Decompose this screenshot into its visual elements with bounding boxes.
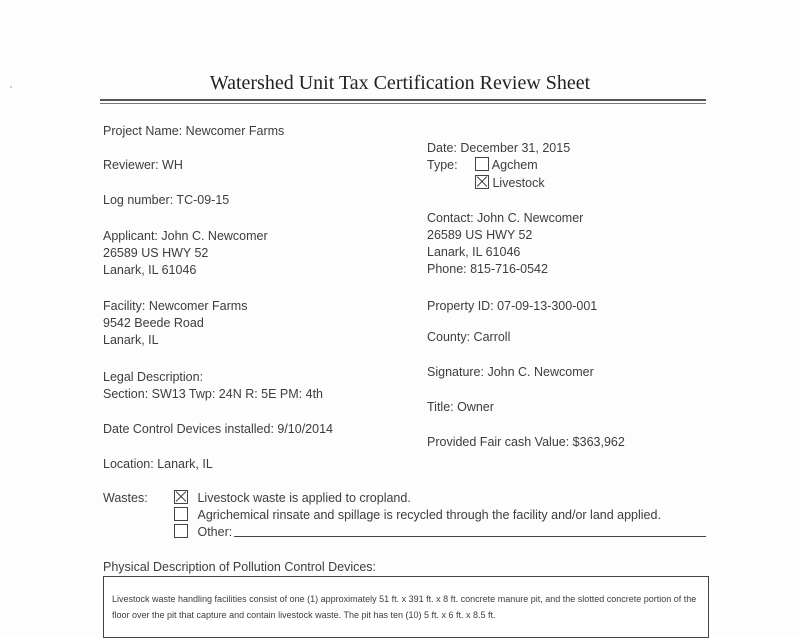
contact-name: Contact: John C. Newcomer xyxy=(427,211,584,225)
type-label: Type: xyxy=(427,158,458,172)
livestock-waste-checkbox[interactable] xyxy=(174,490,188,504)
contact-phone: Phone: 815-716-0542 xyxy=(427,262,548,276)
applicant-city: Lanark, IL 61046 xyxy=(103,263,197,277)
project-name: Project Name: Newcomer Farms xyxy=(103,124,285,138)
wastes-label: Wastes: xyxy=(103,491,148,505)
waste-option-agrichemical xyxy=(174,507,661,524)
other-checkbox[interactable] xyxy=(174,524,188,538)
livestock-label: Livestock xyxy=(492,176,545,190)
livestock-checkbox[interactable] xyxy=(475,175,489,189)
facility-name: Facility: Newcomer Farms xyxy=(103,299,248,313)
facility-city: Lanark, IL xyxy=(103,333,159,347)
legal-description xyxy=(103,369,323,403)
facility-address: 9542 Beede Road xyxy=(103,316,204,330)
agchem-checkbox[interactable] xyxy=(475,157,489,171)
review-date: Date: December 31, 2015 xyxy=(427,141,571,155)
property-id: Property ID: 07-09-13-300-001 xyxy=(427,299,598,313)
agrichemical-checkbox[interactable] xyxy=(174,507,188,521)
other-label: Other: xyxy=(197,525,233,539)
applicant-address: 26589 US HWY 52 xyxy=(103,246,209,260)
other-blank-line[interactable] xyxy=(234,524,706,537)
fair-cash-value: Provided Fair cash Value: $363,962 xyxy=(427,435,625,449)
legal-section: Section: SW13 Twp: 24N R: 5E PM: 4th xyxy=(103,387,324,401)
physical-description-text: Livestock waste handling facilities consist of one (1) approximately 51 ft. x 391 ft. x 8 ft. concrete manure pit, and the slotted concrete portion of the floor over the pit that capture and contain livestock waste. The pit has ten (10) 5 ft. x 6 ft. x 8.5 ft. xyxy=(112,594,697,620)
waste-option-livestock xyxy=(174,490,411,507)
facility-block xyxy=(103,298,247,349)
page-title: Watershed Unit Tax Certification Review Sheet xyxy=(209,72,591,94)
location: Location: Lanark, IL xyxy=(103,457,213,471)
signature: Signature: John C. Newcomer xyxy=(427,365,594,379)
contact-city: Lanark, IL 61046 xyxy=(427,245,521,259)
title-rule-thin xyxy=(100,103,706,104)
agchem-label: Agchem xyxy=(491,158,538,172)
date-control-devices: Date Control Devices installed: 9/10/2014 xyxy=(103,422,333,436)
title-rule xyxy=(100,99,706,101)
livestock-waste-label: Livestock waste is applied to cropland. xyxy=(197,491,411,505)
applicant-block xyxy=(103,228,268,279)
type-livestock xyxy=(475,175,545,192)
county: County: Carroll xyxy=(427,330,511,344)
physical-description-box xyxy=(103,576,709,638)
legal-label: Legal Description: xyxy=(103,370,204,384)
type-agchem xyxy=(475,157,538,174)
log-number: Log number: TC-09-15 xyxy=(103,193,230,207)
reviewer: Reviewer: WH xyxy=(103,158,183,172)
owner-title: Title: Owner xyxy=(427,400,494,414)
physical-description-heading: Physical Description of Pollution Control Devices: xyxy=(103,560,377,574)
waste-option-other xyxy=(174,524,706,541)
contact-address: 26589 US HWY 52 xyxy=(427,228,533,242)
agrichemical-label: Agrichemical rinsate and spillage is recycled through the facility and/or land applied. xyxy=(197,508,661,522)
applicant-name: Applicant: John C. Newcomer xyxy=(103,229,268,243)
contact-block xyxy=(427,210,583,278)
